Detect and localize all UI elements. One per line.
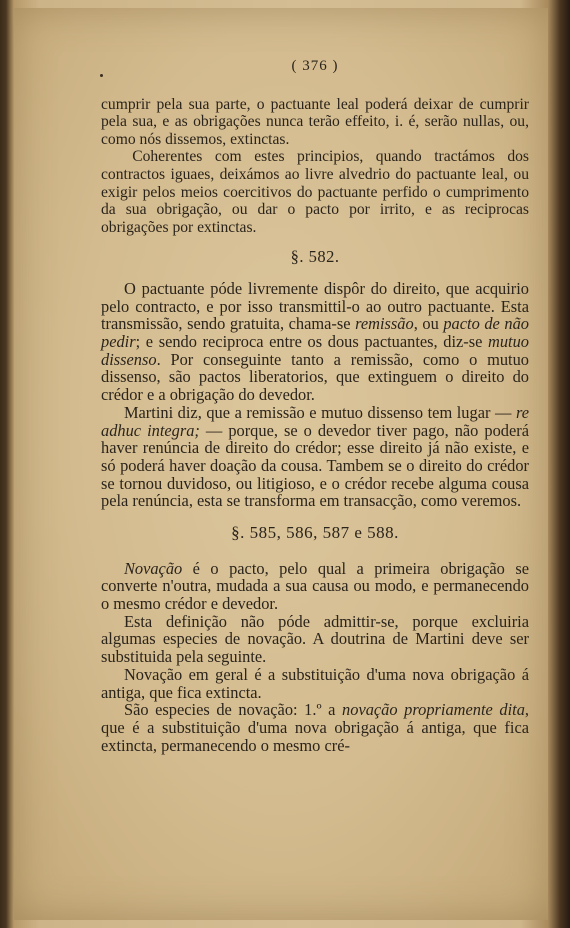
paragraph-continuation: cumprir pela sua parte, o pactuante leal poderá deixar de cumprir pela sua, e as obrigações nunca terão effeito, i. é, serão nullas, ou, como nós dissemos, extinctas. bbox=[101, 95, 529, 148]
page-number: ( 376 ) bbox=[291, 58, 339, 74]
term-mutuo-dissenso: mutuo dissenso bbox=[101, 332, 529, 369]
paragraph-novacao-definition: Novação é o pacto, pelo qual a primeira obrigação se converte n'outra, mudada a sua causa ou modo, e permanecendo o mesmo crédor e devedor. bbox=[101, 558, 529, 614]
paragraph-coherentes: Coherentes com estes principios, quando tractámos dos contractos iguaes, deixámos ao livre alvedrio do pactuante leal, ou exigir pelos meios coercitivos do pactuante perfido o cumprimento da sua obrigação, ou dar o pacto por irrito, e as reciprocas obrigações por extinctas. bbox=[101, 148, 529, 236]
term-novacao-propriamente-dita: novação propriamente dita bbox=[342, 700, 525, 720]
paragraph-582-pactuante: O pactuante póde livremente dispôr do direito, que acquirio pelo contracto, e por isso transmittil-o ao outro pactuante. Esta transmissão, sendo gratuita, chama-se remissão, ou pacto de não pedir; e sendo reciproca entre os dous pactuantes, diz-se mutuo dissenso. Por conseguinte tanto a remissão, como o mutuo dissenso, são pactos liberatorios, que extinguem o direito do crédor e a obrigação do devedor. bbox=[101, 278, 529, 405]
term-re-adhuc-integra: re adhuc integra; bbox=[101, 402, 529, 440]
paragraph-novacao-general: Novação em geral é a substituição d'uma nova obrigação á antiga, que fica extincta. bbox=[101, 664, 529, 702]
section-heading-585-588: §. 585, 586, 587 e 588. bbox=[231, 523, 399, 543]
section-heading-582: §. 582. bbox=[290, 247, 340, 267]
term-remissao: remissão bbox=[355, 314, 414, 334]
paragraph-definition-critique: Esta definição não póde admittir-se, porque excluiria algumas especies de novação. A doutrina de Martini deve ser substituida pela seguinte. bbox=[101, 611, 529, 667]
paragraph-novacao-species: São especies de novação: 1.º a novação propriamente dita, que é a substituição d'uma nova obrigação á antiga, que fica extincta, permanecendo o mesmo cré- bbox=[101, 700, 530, 755]
page-text-block bbox=[101, 58, 529, 754]
term-pacto-de-nao-pedir: pacto de não pedir bbox=[101, 314, 529, 352]
term-novacao: Novação bbox=[123, 558, 183, 578]
paragraph-582-martini: Martini diz, que a remissão e mutuo dissenso tem lugar — re adhuc integra; — porque, se o devedor tiver pago, não poderá haver renúncia de direito do crédor; esse direito já não existe, e só poderá haver doação da cousa. Tambem se o direito do crédor se tornou duvidoso, ou litigioso, e o crédor recebe alguma cousa pela renúncia, esta se transforma em transacção, como veremos. bbox=[101, 402, 529, 511]
